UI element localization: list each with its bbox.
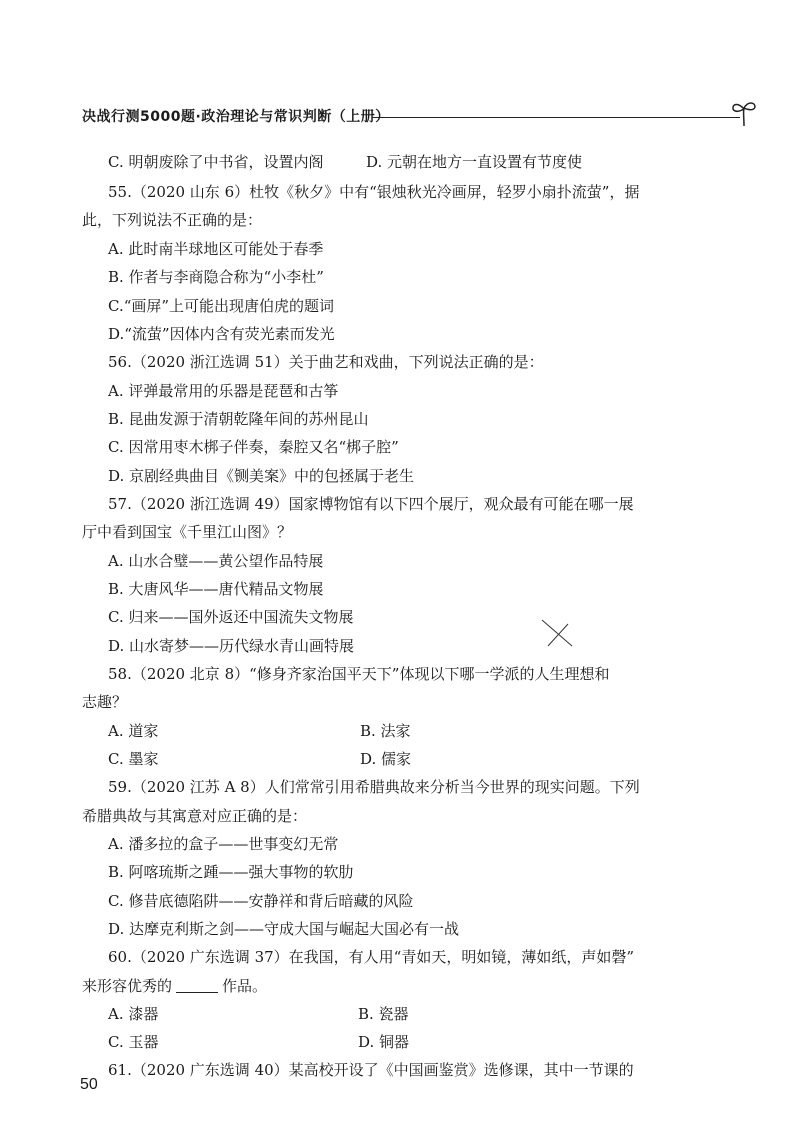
q55-option-b: B. 作者与李商隐合称为“小李杜” [108, 268, 324, 286]
q56-option-a: A. 评弹最常用的乐器是琵琶和古筝 [108, 382, 339, 400]
q58-option-d: D. 儒家 [360, 750, 412, 768]
header-title: 决战行测5000题·政治理论与常识判断（上册） [82, 109, 390, 125]
q60-option-d: D. 铜器 [358, 1033, 410, 1051]
header-rule [372, 117, 740, 118]
running-header [82, 104, 682, 130]
q61-stem-1: 61.（2020 广东选调 40）某高校开设了《中国画鉴赏》选修课，其中一节课的 [108, 1061, 634, 1079]
q60-option-b: B. 瓷器 [358, 1005, 409, 1023]
q59-stem-2: 希腊典故与其寓意对应正确的是： [82, 807, 308, 825]
q59-option-b: B. 阿喀琉斯之踵——强大事物的软肋 [108, 863, 354, 881]
q58-option-b: B. 法家 [360, 722, 411, 740]
q57-option-c: C. 归来——国外返还中国流失文物展 [108, 608, 354, 626]
q56-option-b: B. 昆曲发源于清朝乾隆年间的苏州昆山 [108, 410, 369, 428]
q59-option-a: A. 潘多拉的盒子——世事变幻无常 [108, 835, 339, 853]
q57-option-d: D. 山水寄梦——历代绿水青山画特展 [108, 637, 355, 655]
q59-option-c: C. 修昔底德陷阱——安静祥和背后暗藏的风险 [108, 892, 414, 910]
q58-stem-1: 58.（2020 北京 8）“修身齐家治国平天下”体现以下哪一学派的人生理想和 [108, 665, 610, 683]
q58-option-c: C. 墨家 [108, 750, 159, 768]
q57-option-b: B. 大唐风华——唐代精品文物展 [108, 580, 324, 598]
q54-option-c: C. 明朝废除了中书省，设置内阁 [108, 153, 324, 171]
q55-option-a: A. 此时南半球地区可能处于春季 [108, 240, 324, 258]
q60-answer-blank [176, 978, 218, 993]
page-number: 50 [80, 1076, 98, 1093]
q59-option-d: D. 达摩克利斯之剑——守成大国与崛起大国必有一战 [108, 920, 460, 938]
q60-stem-2-post: 作品。 [222, 977, 268, 995]
q56-option-d: D. 京剧经典曲目《铡美案》中的包拯属于老生 [108, 467, 415, 485]
q57-stem-2: 厅中看到国宝《千里江山图》？ [82, 523, 293, 541]
q57-option-a: A. 山水合璧——黄公望作品特展 [108, 552, 324, 570]
pen-mark-icon [538, 616, 578, 656]
q55-option-d: D.“流萤”因体内含有荧光素而发光 [108, 325, 335, 343]
q58-stem-2: 志趣？ [82, 693, 128, 711]
q55-stem-1: 55.（2020 山东 6）杜牧《秋夕》中有“银烛秋光冷画屏，轻罗小扇扑流萤”，据 [108, 183, 640, 201]
q55-stem-2: 此，下列说法不正确的是： [82, 211, 263, 229]
sprout-icon [730, 98, 758, 128]
q60-option-c: C. 玉器 [108, 1033, 159, 1051]
q56-stem: 56.（2020 浙江选调 51）关于曲艺和戏曲，下列说法正确的是： [108, 353, 544, 371]
q56-option-c: C. 因常用枣木梆子伴奏，秦腔又名“梆子腔” [108, 438, 399, 456]
q60-option-a: A. 漆器 [108, 1005, 159, 1023]
q59-stem-1: 59.（2020 江苏 A 8）人们常常引用希腊典故来分析当今世界的现实问题。下列 [108, 778, 640, 796]
q60-stem-1: 60.（2020 广东选调 37）在我国，有人用“青如天，明如镜，薄如纸，声如磬” [108, 948, 634, 966]
q57-stem-1: 57.（2020 浙江选调 49）国家博物馆有以下四个展厅，观众最有可能在哪一展 [108, 495, 634, 513]
q58-option-a: A. 道家 [108, 722, 159, 740]
q60-stem-2-pre: 来形容优秀的 [82, 977, 173, 995]
q60-stem-2 [82, 976, 267, 996]
q54-option-d: D. 元朝在地方一直设置有节度使 [366, 153, 583, 171]
q55-option-c: C.“画屏”上可能出现唐伯虎的题词 [108, 297, 335, 315]
